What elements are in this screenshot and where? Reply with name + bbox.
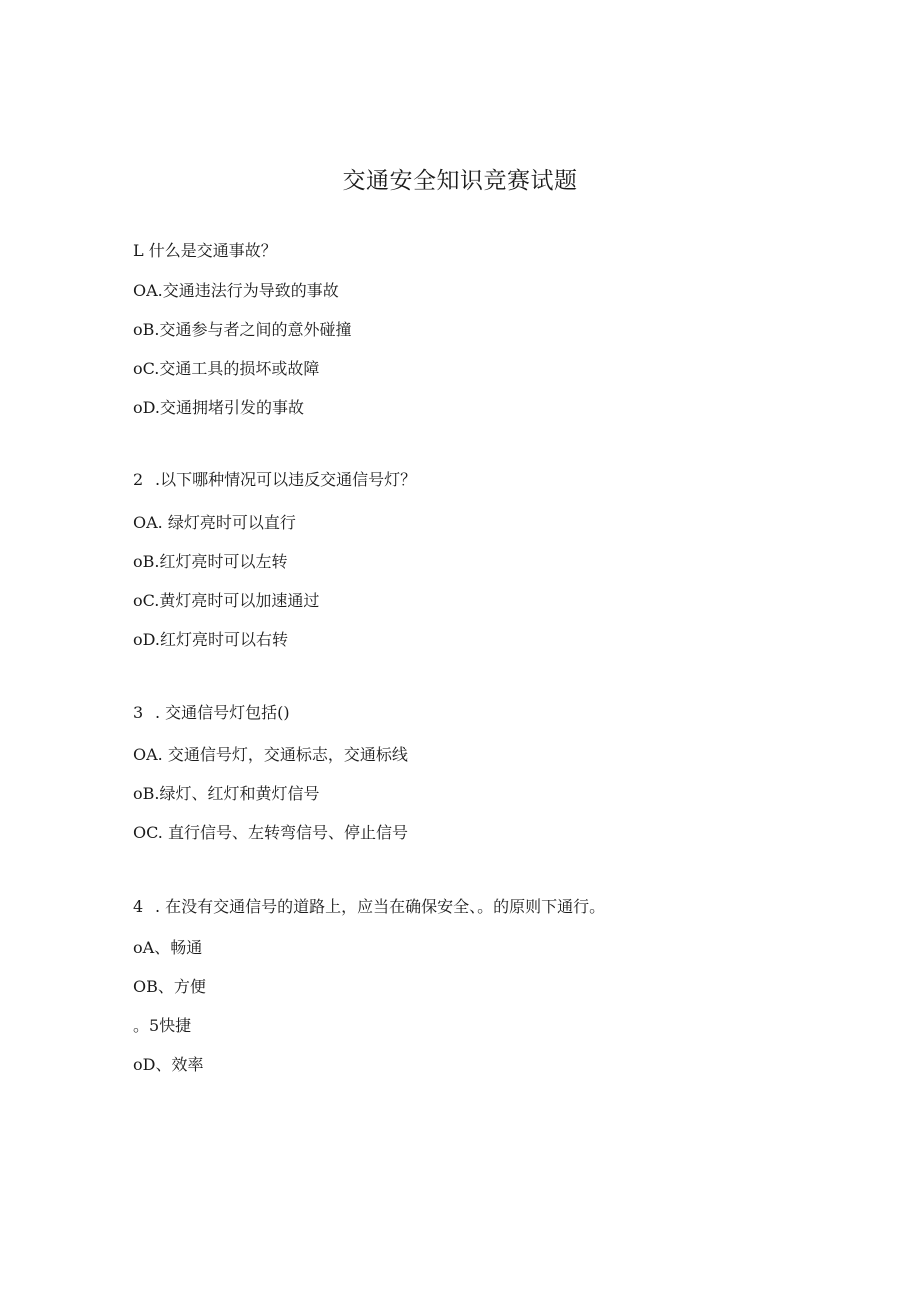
question-1-option-d[interactable]: oD.交通拥堵引发的事故 (133, 398, 304, 417)
question-2-option-d[interactable]: oD.红灯亮时可以右转 (133, 630, 288, 649)
question-2-option-c[interactable]: oC.黄灯亮时可以加速通过 (133, 591, 320, 610)
question-1-number: L (133, 241, 144, 260)
question-2-number: 2 (133, 470, 144, 489)
question-4-option-d[interactable]: oD、效率 (133, 1055, 204, 1074)
question-4-stem (133, 896, 605, 918)
question-1-stem (133, 240, 277, 262)
question-4-option-b[interactable]: OB、方便 (133, 977, 206, 996)
question-4-option-c[interactable]: 。5快捷 (133, 1016, 192, 1035)
question-3-option-b[interactable]: oB.绿灯、红灯和黄灯信号 (133, 784, 320, 803)
question-4-text: . 在没有交通信号的道路上，应当在确保安全、。的原则下通行。 (155, 897, 606, 916)
question-4-number: 4 (133, 897, 144, 916)
question-3-option-c[interactable]: OC. 直行信号、左转弯信号、停止信号 (133, 823, 408, 842)
question-1-text: 什么是交通事故？ (148, 241, 277, 260)
question-1-option-c[interactable]: oC.交通工具的损坏或故障 (133, 359, 320, 378)
question-1-option-a[interactable]: OA.交通违法行为导致的事故 (133, 281, 339, 300)
question-3-option-a[interactable]: OA. 交通信号灯，交通标志，交通标线 (133, 745, 408, 764)
page-title: 交通安全知识竞赛试题 (342, 168, 578, 194)
question-2-stem (133, 469, 416, 491)
question-3-stem (133, 702, 290, 724)
question-1-option-b[interactable]: oB.交通参与者之间的意外碰撞 (133, 320, 352, 339)
question-2-option-a[interactable]: OA. 绿灯亮时可以直行 (133, 513, 296, 532)
question-3-number: 3 (133, 703, 144, 722)
question-3-text: . 交通信号灯包括() (155, 703, 290, 722)
question-4-option-a[interactable]: oA、畅通 (133, 938, 203, 957)
question-2-option-b[interactable]: oB.红灯亮时可以左转 (133, 552, 288, 571)
question-2-text: .以下哪种情况可以违反交通信号灯？ (155, 470, 417, 489)
